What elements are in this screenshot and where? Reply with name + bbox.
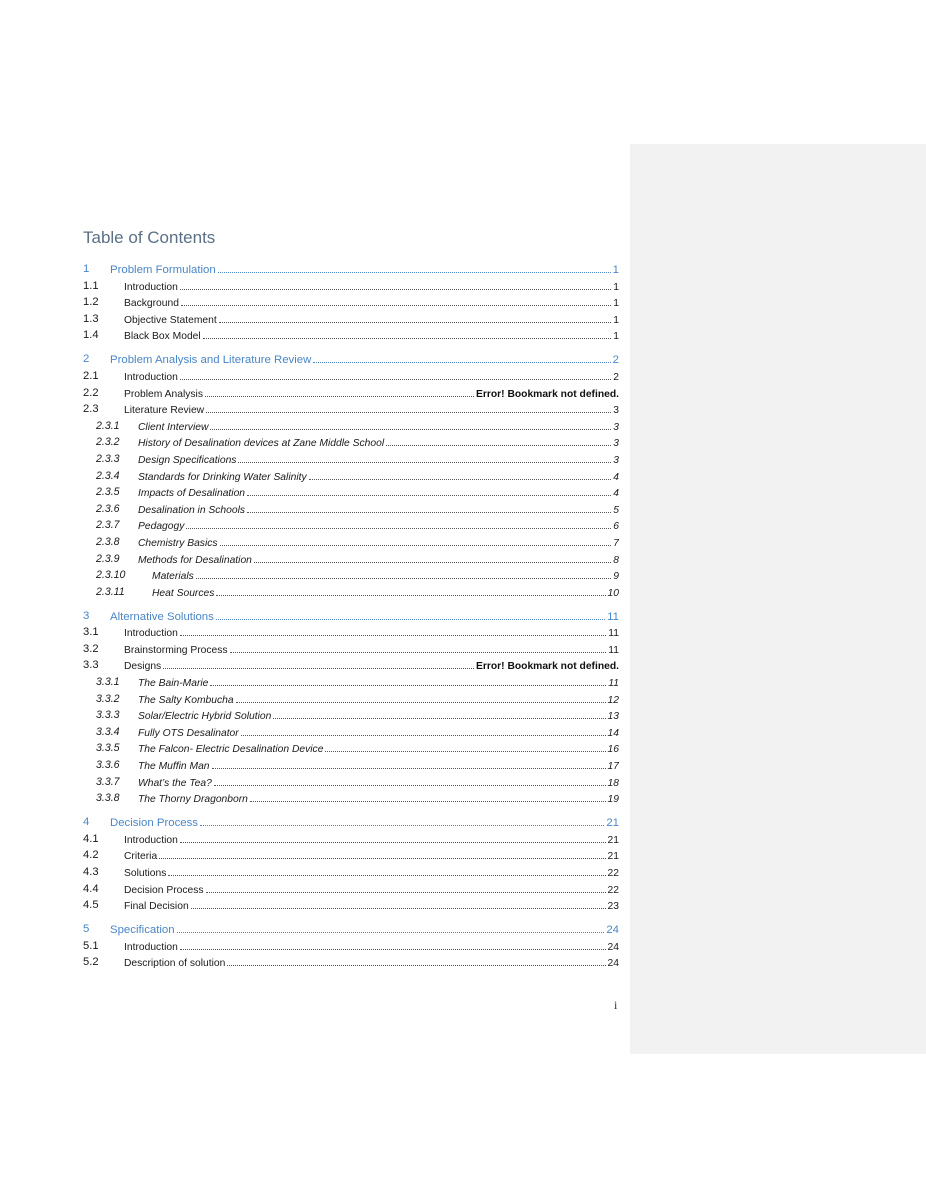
toc-entry-title[interactable]: Introduction — [124, 371, 178, 383]
toc-entry[interactable] — [83, 582, 619, 599]
toc-entry[interactable] — [83, 672, 619, 689]
toc-entry-page: 22 — [607, 884, 619, 896]
toc-entry-page: 1 — [613, 331, 619, 343]
toc-entry-number: 2.3.11 — [96, 585, 125, 598]
toc-entry-number: 3 — [83, 609, 90, 622]
dot-leader — [210, 685, 606, 686]
dot-leader — [241, 735, 606, 736]
toc-entry[interactable] — [83, 348, 619, 366]
dot-leader — [191, 908, 606, 909]
toc-entry[interactable] — [83, 846, 619, 863]
comment-pane — [630, 144, 926, 1054]
toc-entry[interactable] — [83, 656, 619, 673]
toc-entry-page: 11 — [608, 628, 619, 640]
dot-leader — [206, 892, 606, 893]
toc-entry-title[interactable]: What’s the Tea? — [138, 777, 212, 789]
toc-entry[interactable] — [83, 366, 619, 383]
dot-leader — [180, 949, 606, 950]
toc-entry-page: 3 — [613, 438, 619, 450]
toc-entry[interactable] — [83, 449, 619, 466]
toc-entry-title[interactable]: Criteria — [124, 851, 158, 863]
toc-entry-number: 3.2 — [83, 642, 99, 655]
toc-entry[interactable] — [83, 276, 619, 293]
toc-entry-title[interactable]: Black Box Model — [124, 331, 201, 343]
dot-leader — [210, 429, 611, 430]
dot-leader — [219, 322, 612, 323]
dot-leader — [177, 932, 605, 933]
toc-entry[interactable] — [83, 639, 619, 656]
toc-entry-number: 2.2 — [83, 386, 99, 399]
toc-entry-page: 21 — [607, 851, 619, 863]
toc-entry-page: 19 — [607, 794, 619, 806]
toc-entry-number: 5.2 — [83, 956, 99, 969]
toc-entry-page: 3 — [613, 454, 619, 466]
toc-entry-page: 13 — [607, 711, 619, 723]
toc-entry-number: 1 — [83, 263, 90, 275]
toc-entry-page: 1 — [613, 314, 619, 326]
toc-entry-page: 8 — [613, 554, 619, 566]
toc-entry-page: 11 — [607, 610, 619, 623]
toc-entry-page: 24 — [606, 924, 619, 937]
toc-entry-page: 2 — [612, 354, 619, 367]
toc-entry[interactable] — [83, 532, 619, 549]
toc-entry-page: 14 — [607, 727, 619, 739]
toc-entry[interactable] — [83, 416, 619, 433]
toc-entry-number: 4.4 — [83, 882, 99, 895]
toc-entry-title[interactable]: Literature Review — [124, 405, 205, 417]
dot-leader — [214, 785, 606, 786]
dot-leader — [180, 842, 606, 843]
toc-entry-title[interactable]: Solar/Electric Hybrid Solution — [138, 711, 272, 723]
toc-entry-title[interactable]: Methods for Desalination — [138, 554, 252, 566]
toc-entry-number: 2.3.7 — [96, 519, 120, 532]
toc-entry-number: 1.1 — [83, 279, 99, 292]
toc-entry-number: 3.3.5 — [96, 742, 120, 755]
toc-entry[interactable] — [83, 953, 619, 970]
dot-leader — [273, 718, 605, 719]
dot-leader — [163, 668, 474, 669]
toc-entry[interactable] — [83, 739, 619, 756]
dot-leader — [216, 595, 605, 596]
toc-entry-page: 4 — [613, 471, 619, 483]
dot-leader — [254, 562, 611, 563]
toc-entry-number: 3.3 — [83, 659, 99, 672]
toc-entry[interactable] — [83, 516, 619, 533]
toc-entry[interactable] — [83, 862, 619, 879]
toc-entry-page: 1 — [613, 281, 619, 293]
toc-entry-page: 12 — [607, 694, 619, 706]
toc-entry[interactable] — [83, 879, 619, 896]
dot-leader — [218, 272, 611, 273]
toc-entry[interactable] — [83, 896, 619, 913]
toc-entry[interactable] — [83, 433, 619, 450]
toc-entry-page: 7 — [613, 537, 619, 549]
toc-entry-title[interactable]: Introduction — [124, 281, 178, 293]
toc-entry-number: 2.3.1 — [96, 419, 120, 432]
toc-entry-number: 5.1 — [83, 939, 99, 952]
toc-entry[interactable] — [83, 829, 619, 846]
toc-entry-number: 4.2 — [83, 849, 99, 862]
toc-entry-number: 2.3.9 — [96, 552, 120, 565]
dot-leader — [159, 858, 605, 859]
dot-leader — [180, 635, 606, 636]
toc-entry[interactable] — [83, 689, 619, 706]
toc-entry-title[interactable]: Problem Formulation — [110, 264, 216, 276]
toc-entry-title[interactable]: Desalination in Schools — [138, 504, 246, 516]
toc-entry-title[interactable]: Brainstorming Process — [124, 644, 228, 656]
toc-entry[interactable] — [83, 499, 619, 516]
toc-entry-title[interactable]: Chemistry Basics — [138, 537, 218, 549]
dot-leader — [309, 479, 612, 480]
dot-leader — [227, 965, 605, 966]
toc-entry-title[interactable]: Description of solution — [124, 958, 226, 970]
toc-entry[interactable] — [83, 936, 619, 953]
toc-entry-number: 3.1 — [83, 626, 99, 639]
toc-entry-number: 3.3.2 — [96, 692, 120, 705]
dot-leader — [168, 875, 605, 876]
dot-leader — [247, 512, 611, 513]
toc-entry-number: 4.1 — [83, 832, 99, 845]
toc-entry-title[interactable]: Decision Process — [124, 884, 204, 896]
dot-leader — [200, 825, 604, 826]
dot-leader — [236, 702, 606, 703]
toc-entry-title[interactable]: Heat Sources — [152, 587, 215, 599]
toc-entry[interactable] — [83, 918, 619, 936]
toc-entry-title[interactable]: The Muffin Man — [138, 761, 210, 773]
toc-entry-number: 2.3.3 — [96, 452, 120, 465]
toc-entry-title[interactable]: Introduction — [124, 941, 178, 953]
toc-entry-number: 2.3.5 — [96, 486, 120, 499]
toc-entry-error: Error! Bookmark not defined. — [475, 661, 619, 673]
toc-entry-page: 10 — [607, 587, 619, 599]
toc-entry-page: 18 — [607, 777, 619, 789]
toc-entry[interactable] — [83, 755, 619, 772]
toc-entry-page: 21 — [607, 834, 619, 846]
toc-entry-page: 3 — [613, 421, 619, 433]
dot-leader — [238, 462, 611, 463]
toc-entry-title[interactable]: Pedagogy — [138, 521, 185, 533]
toc-entry-page: 5 — [613, 504, 619, 516]
toc-entry-page: 24 — [607, 941, 619, 953]
toc-entry[interactable] — [83, 293, 619, 310]
toc-entry-title[interactable]: Materials — [152, 571, 194, 583]
dot-leader — [216, 619, 605, 620]
toc-entry-number: 3.3.3 — [96, 709, 120, 722]
toc-entry[interactable] — [83, 549, 619, 566]
toc-entry-title[interactable]: History of Desalination devices at Zane Middle School — [138, 438, 385, 450]
toc-entry-page: 4 — [613, 488, 619, 500]
dot-leader — [212, 768, 606, 769]
dot-leader — [325, 751, 605, 752]
toc-entry-number: 3.3.1 — [96, 676, 120, 689]
toc-entry-number: 2.1 — [83, 369, 99, 382]
dot-leader — [386, 445, 611, 446]
toc-entry-title[interactable]: Standards for Drinking Water Salinity — [138, 471, 307, 483]
toc-entry[interactable] — [83, 722, 619, 739]
toc-entry-page: 22 — [607, 868, 619, 879]
dot-leader — [181, 305, 611, 306]
dot-leader — [250, 801, 606, 802]
toc-entry-page: 9 — [613, 571, 619, 583]
toc-entry[interactable] — [83, 811, 619, 829]
dot-leader — [206, 412, 611, 413]
toc-entry-number: 3.3.4 — [96, 725, 120, 738]
toc-entry-error: Error! Bookmark not defined. — [475, 388, 619, 400]
toc-entry-title[interactable]: Background — [124, 298, 179, 310]
toc-entry-page: 1 — [613, 298, 619, 310]
toc-entry-page: 2 — [613, 371, 619, 383]
dot-leader — [220, 545, 612, 546]
toc-entry-title[interactable]: Fully OTS Desalinator — [138, 727, 239, 739]
table-of-contents — [83, 258, 619, 969]
toc-entry-title[interactable]: Introduction — [124, 834, 178, 846]
toc-entry-title[interactable]: Objective Statement — [124, 314, 217, 326]
toc-entry-page: 1 — [612, 264, 619, 276]
toc-entry-title[interactable]: Solutions — [124, 868, 167, 879]
dot-leader — [247, 495, 611, 496]
toc-entry-number: 1.3 — [83, 312, 99, 325]
toc-heading: Table of Contents — [83, 228, 216, 247]
toc-entry-page: 24 — [607, 958, 619, 970]
toc-entry-title[interactable]: Design Specifications — [138, 454, 237, 466]
toc-entry-title[interactable]: The Bain-Marie — [138, 678, 209, 690]
dot-leader — [180, 289, 611, 290]
toc-entry[interactable] — [83, 258, 619, 276]
toc-entry-number: 1.4 — [83, 329, 99, 342]
toc-entry[interactable] — [83, 772, 619, 789]
dot-leader — [180, 379, 611, 380]
dot-leader — [205, 396, 474, 397]
dot-leader — [186, 528, 611, 529]
toc-entry[interactable] — [83, 383, 619, 400]
toc-entry-number: 2.3.10 — [96, 569, 126, 582]
toc-entry-title[interactable]: Specification — [110, 924, 175, 937]
dot-leader — [196, 578, 611, 579]
toc-entry-page: 16 — [607, 744, 619, 756]
toc-entry-number: 4.3 — [83, 866, 99, 878]
toc-entry-number: 2.3.8 — [96, 535, 120, 548]
toc-entry-number: 4 — [83, 816, 90, 829]
toc-entry-title[interactable]: The Thorny Dragonborn — [138, 794, 248, 806]
toc-entry-title[interactable]: Designs — [124, 661, 162, 673]
toc-entry-page: 23 — [607, 901, 619, 913]
toc-entry[interactable] — [83, 326, 619, 343]
toc-entry-number: 3.3.6 — [96, 759, 120, 772]
toc-entry-title[interactable]: Introduction — [124, 628, 178, 640]
toc-entry-page: 11 — [608, 644, 619, 656]
toc-entry-page: 3 — [613, 405, 619, 417]
dot-leader — [203, 338, 612, 339]
toc-entry-page: 11 — [608, 678, 619, 690]
toc-entry-number: 2.3.4 — [96, 469, 120, 482]
toc-entry-page: 21 — [606, 817, 619, 830]
toc-entry-page: 6 — [613, 521, 619, 533]
toc-entry[interactable] — [83, 566, 619, 583]
toc-entry[interactable] — [83, 483, 619, 500]
toc-entry-number: 1.2 — [83, 296, 99, 309]
toc-entry-page: 17 — [607, 761, 619, 773]
toc-entry-number: 2.3 — [83, 403, 99, 416]
toc-entry[interactable] — [83, 623, 619, 640]
toc-entry[interactable] — [83, 309, 619, 326]
toc-entry[interactable] — [83, 466, 619, 483]
toc-entry-title[interactable]: The Falcon- Electric Desalination Device — [138, 744, 324, 756]
page-number: i — [614, 998, 618, 1012]
toc-entry-title[interactable]: Alternative Solutions — [110, 610, 214, 623]
toc-entry-title[interactable]: Problem Analysis — [124, 388, 203, 400]
toc-entry-number: 3.3.7 — [96, 775, 120, 788]
toc-entry[interactable] — [83, 605, 619, 623]
toc-entry-title[interactable]: Client Interview — [138, 421, 209, 433]
toc-entry-title[interactable]: The Salty Kombucha — [138, 694, 234, 706]
toc-entry[interactable] — [83, 400, 619, 417]
toc-entry-number: 4.5 — [83, 899, 99, 912]
toc-entry-title[interactable]: Final Decision — [124, 901, 189, 913]
toc-entry-number: 5 — [83, 923, 90, 936]
toc-entry-number: 2.3.2 — [96, 436, 120, 449]
toc-entry-title[interactable]: Impacts of Desalination — [138, 488, 246, 500]
dot-leader — [230, 652, 607, 653]
toc-entry[interactable] — [83, 706, 619, 723]
toc-entry-number: 2 — [83, 353, 90, 366]
dot-leader — [313, 362, 610, 363]
toc-entry-title[interactable]: Problem Analysis and Literature Review — [110, 354, 312, 367]
toc-entry-title[interactable]: Decision Process — [110, 817, 198, 830]
toc-entry[interactable] — [83, 789, 619, 806]
toc-entry-number: 2.3.6 — [96, 502, 120, 515]
toc-entry-number: 3.3.8 — [96, 792, 120, 805]
